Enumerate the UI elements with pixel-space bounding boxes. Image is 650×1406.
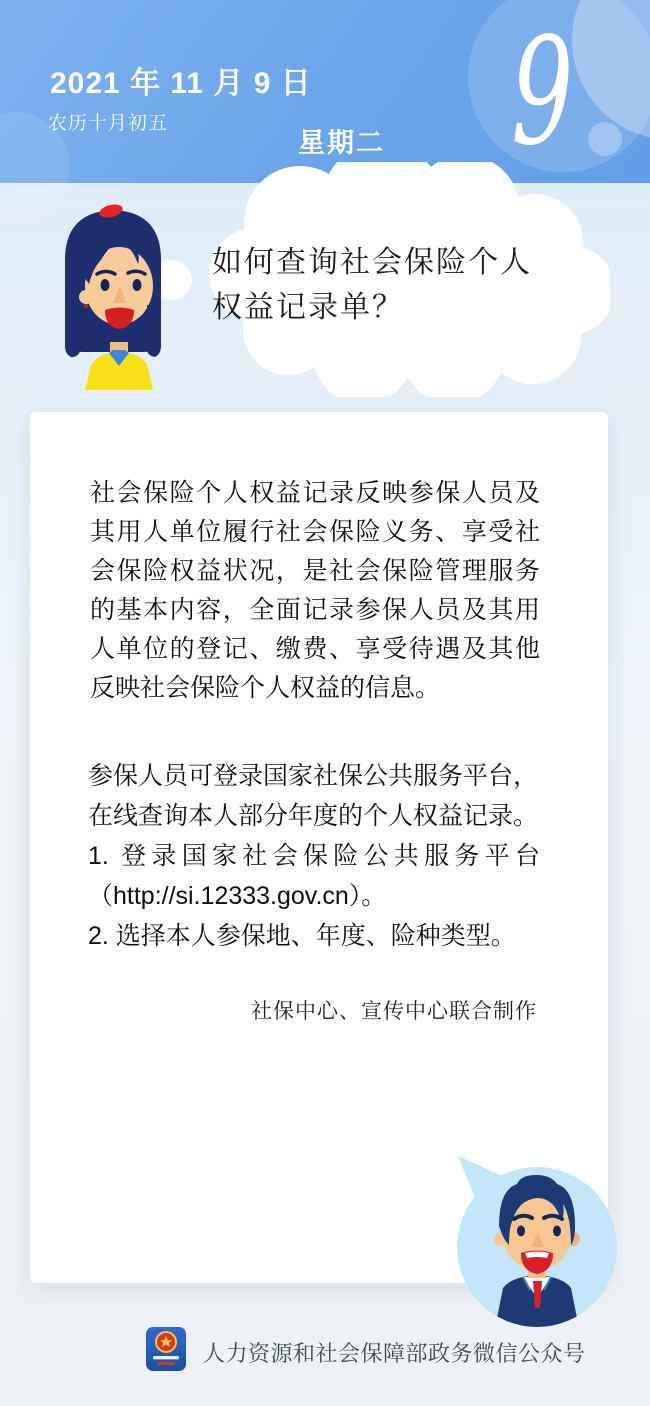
question-bubble-text — [212, 240, 552, 330]
paragraph-line: （http://si.12333.gov.cn）。 — [88, 882, 387, 910]
body-paragraph-1 — [90, 474, 540, 708]
paragraph-line: 反映社会保险个人权益的信息。 — [90, 674, 441, 702]
female-avatar — [47, 200, 182, 390]
date-text: 2021 年 11 月 9 日 — [50, 67, 312, 100]
question-line: 如何查询社会保险个人 — [212, 246, 532, 279]
paragraph-line: 其用人单位履行社会保险义务、享受社 — [90, 518, 540, 546]
paragraph-line: 1. 登录国家社会保险公共服务平台 — [88, 842, 540, 870]
paragraph-line: 2. 选择本人参保地、年度、险种类型。 — [88, 922, 516, 950]
male-avatar — [445, 1140, 630, 1335]
paragraph-line: 在线查询本人部分年度的个人权益记录。 — [88, 802, 539, 830]
paragraph-line: 社会保险个人权益记录反映参保人员及 — [90, 479, 540, 507]
paragraph-line: 会保险权益状况，是社会保险管理服务 — [90, 557, 540, 585]
paragraph-line: 参保人员可登录国家社保公共服务平台， — [88, 762, 539, 790]
footer-account-label: 人力资源和社会保障部政务微信公众号 — [203, 1341, 586, 1366]
weekday-text: 星期二 — [298, 128, 385, 158]
paragraph-line: 的基本内容，全面记录参保人员及其用 — [90, 596, 540, 624]
day-number: 9 — [511, 6, 574, 178]
credit-text: 社保中心、宣传中心联合制作 — [251, 999, 537, 1023]
body-paragraph-2 — [88, 756, 540, 956]
question-line: 权益记录单？ — [212, 291, 404, 324]
national-emblem-icon — [146, 1327, 186, 1371]
lunar-date-text: 农历十月初五 — [48, 113, 169, 134]
header-banner — [0, 0, 650, 183]
decor-circle — [588, 122, 622, 156]
paragraph-line: 人单位的登记、缴费、享受待遇及其他 — [90, 635, 540, 663]
